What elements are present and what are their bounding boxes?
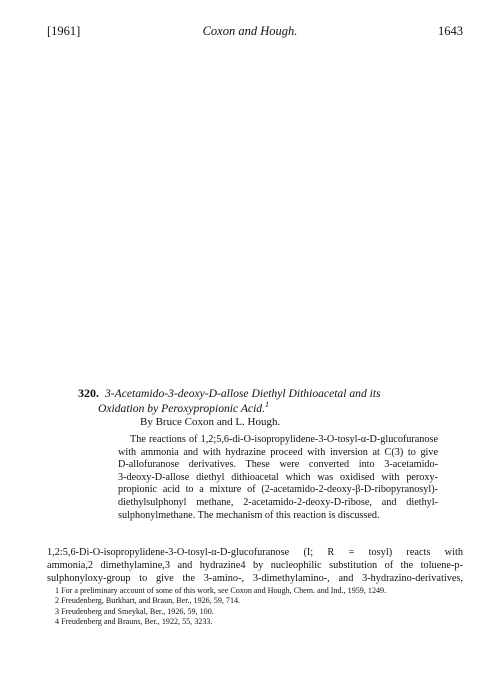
- abstract: [118, 434, 438, 522]
- footnote: 4 Freudenberg and Brauns, Ber., 1922, 55, 3233.: [55, 616, 213, 626]
- article-title: [78, 386, 458, 416]
- byline: By Bruce Coxon and L. Hough.: [140, 416, 281, 428]
- title-line-2: Oxidation by Peroxypropionic Acid.: [98, 401, 265, 415]
- page-number: 1643: [438, 24, 463, 38]
- title-line-1: 3-Acetamido-3-deoxy-D-allose Diethyl Dithioacetal and its: [105, 387, 381, 400]
- abstract-line: propionic acid to a mixture of (2-acetamido-2-deoxy-β-D-ribopyranosyl)-: [118, 484, 438, 496]
- running-header-authors: Coxon and Hough.: [202, 24, 298, 38]
- footnote: 3 Freudenberg and Smeykal, Ber., 1926, 59, 100.: [55, 606, 214, 616]
- footnote: 2 Freudenberg, Burkhart, and Braun, Ber., 1926, 59, 714.: [55, 596, 241, 606]
- abstract-line: D-allofuranose derivatives. These were converted into 3-acetamido-: [118, 459, 438, 471]
- title-footnote-marker: 1: [265, 399, 270, 409]
- abstract-line: with ammonia and with hydrazine proceed with inversion at C(3) to give: [118, 446, 438, 458]
- abstract-line: diethylsulphonyl methane, 2-acetamido-2-deoxy-D-ribose, and diethyl-: [118, 496, 438, 508]
- body-line: sulphonyloxy-group to give the 3-amino-, 3-dimethylamino-, and 3-hydrazino-derivatives,: [47, 572, 463, 584]
- footnote: 1 For a preliminary account of some of this work, see Coxon and Hough, Chem. and Ind., 1959, 1249.: [55, 586, 387, 595]
- journal-year: [1961]: [47, 24, 81, 38]
- abstract-line: sulphonylmethane. The mechanism of this reaction is discussed.: [118, 509, 380, 521]
- body-line: ammonia,2 dimethylamine,3 and hydrazine4 by nucleophilic substitution of the toluene-p-: [47, 559, 463, 571]
- body-text: [47, 547, 463, 585]
- abstract-line: The reactions of 1,2;5,6-di-O-isopropylidene-3-O-tosyl-α-D-glucofuranose: [130, 434, 438, 445]
- footnotes: [55, 586, 475, 627]
- article-number: 320.: [78, 386, 99, 400]
- body-line: 1,2:5,6-Di-O-isopropylidene-3-O-tosyl-α-D-glucofuranose (I; R = tosyl) reacts with: [47, 547, 463, 558]
- abstract-line: 3-deoxy-D-allose diethyl dithioacetal which was oxidised with peroxy-: [118, 471, 438, 483]
